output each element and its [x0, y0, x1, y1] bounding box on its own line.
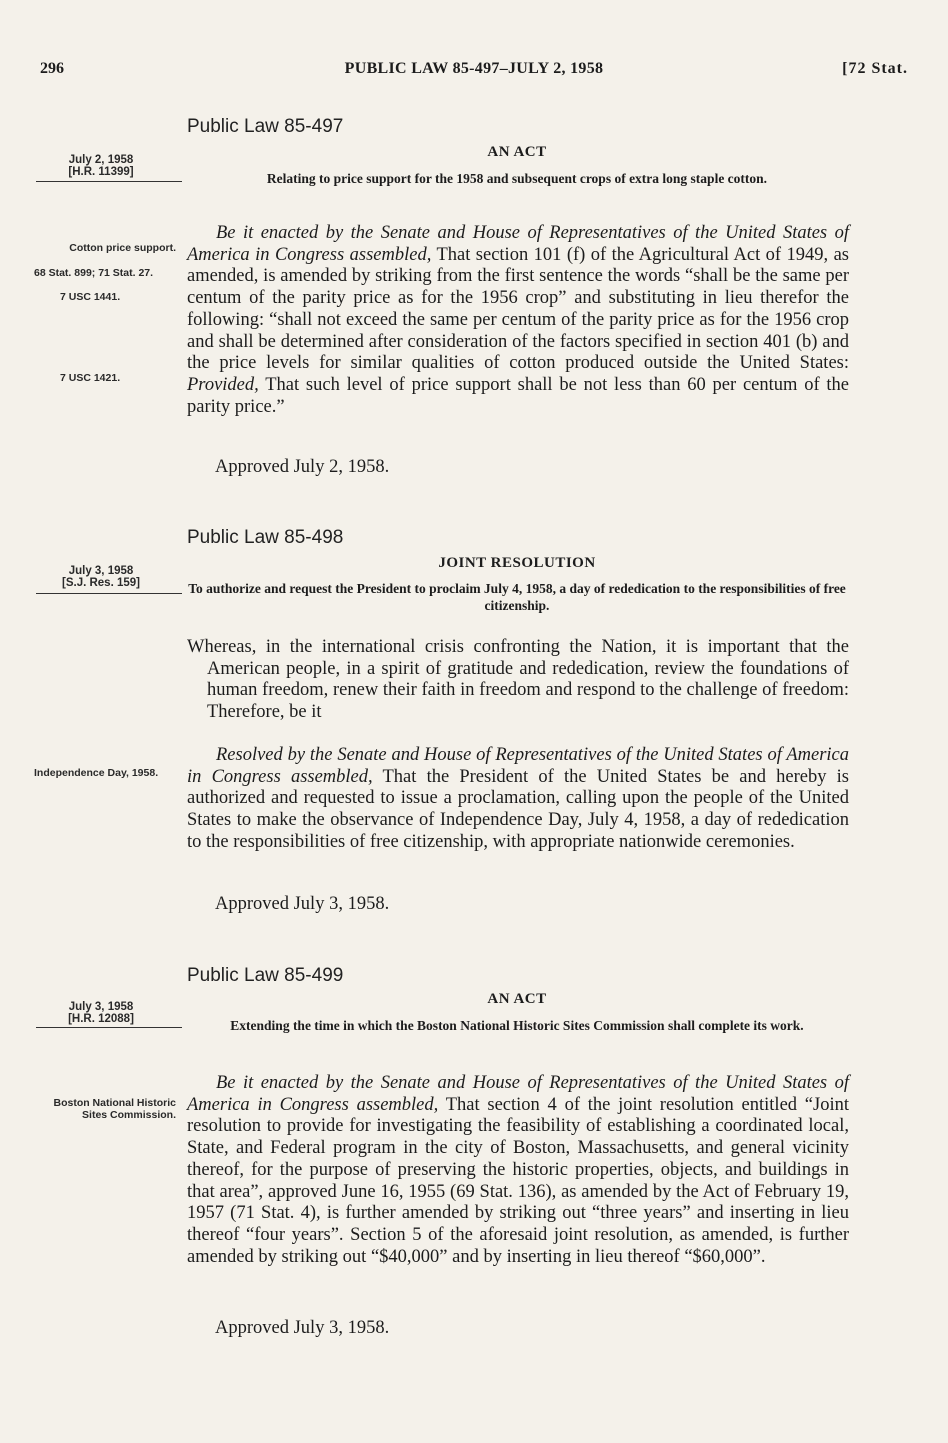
margin-note-independence-day: Independence Day, 1958.	[34, 767, 159, 779]
approval-date: Approved July 3, 1958.	[215, 894, 390, 914]
approval-date: Approved July 3, 1958.	[215, 1318, 390, 1338]
margin-note-usc: 7 USC 1441.	[60, 291, 121, 303]
margin-note-boston-commission: Boston National Historic Sites Commission.	[53, 1097, 176, 1121]
law-title: Public Law 85-498	[187, 527, 344, 548]
volume-reference: [72 Stat.	[842, 60, 908, 77]
page-number: 296	[40, 60, 64, 77]
margin-date: July 3, 1958	[68, 565, 134, 577]
body-text: That section 101 (f) of the Agricultural Act of 1949, as amended, is amended by striking from the first sentence the words “shall be the same per centum of the parity price as for the 1956 crop” and substituting in lieu therefor the following: “shall not exceed the same per centum of the parity price as for the 1956 crop and shall be determined after consideration of the factors specified in section 401 (b) and the price levels for similar qualities of cotton produced outside the United States:	[187, 244, 849, 374]
margin-note-statute: 68 Stat. 899; 71 Stat. 27.	[34, 267, 154, 279]
running-head	[40, 60, 908, 84]
enacting-clause: Be it enacted by the Senate and House of Representatives of the United States of America in Congress assembled,	[187, 1073, 849, 1115]
law-title: Public Law 85-497	[187, 116, 344, 137]
approval-date: Approved July 2, 1958.	[215, 457, 390, 477]
body-text: That section 4 of the joint resolution entitled “Joint resolution to provide for investigating the feasibility of establishing a coordinated local, State, and Federal program in the city of Boston, Massachusetts, and general vicinity thereof, for the purpose of preserving the historic properties, objects, and buildings in that area”, approved June 16, 1955 (69 Stat. 136), as amended by the Act of February 19, 1957 (71 Stat. 4), is further amended by striking out “three years” and inserting in lieu thereof “four years”. Section 5 of the aforesaid joint resolution, as amended, is further amended by striking out “$40,000” and by inserting in lieu thereof “$60,000”.	[187, 1094, 849, 1267]
margin-note-usc: 7 USC 1421.	[60, 372, 121, 384]
act-purpose: To authorize and request the President to proclaim July 4, 1958, a day of rededication to the responsibilities of free citizenship.	[188, 581, 846, 613]
whereas-clause: Whereas, in the international crisis confronting the Nation, it is important that the American people, in a spirit of gratitude and rededication, review the foundations of human freedom, renew their faith in freedom and respond to the challenge of freedom: Therefore, be it	[187, 637, 849, 723]
margin-date: July 3, 1958	[68, 1001, 134, 1013]
enacting-clause: Be it enacted by the Senate and House of Representatives of the United States of America in Congress assembled,	[187, 223, 849, 265]
resolving-clause: Resolved by the Senate and House of Representatives of the United States of America in Congress assembled,	[187, 745, 849, 787]
body-text: That such level of price support shall be not less than 60 per centum of the parity price.”	[187, 374, 849, 417]
act-purpose: Relating to price support for the 1958 and subsequent crops of extra long staple cotton.	[266, 171, 768, 186]
margin-rule	[36, 1027, 182, 1028]
running-title: PUBLIC LAW 85-497–JULY 2, 1958	[344, 60, 604, 77]
law-title: Public Law 85-499	[187, 965, 344, 986]
margin-bill-number: [H.R. 11399]	[68, 166, 134, 178]
proviso-label: Provided,	[187, 374, 259, 395]
body-text: That the President of the United States be and hereby is authorized and requested to issue a proclamation, calling upon the people of the United States to make the observance of Independence Day, July 4, 1958, a day of rededication to the responsibilities of free citizenship, with appropriate nationwide ceremonies.	[187, 766, 849, 852]
margin-rule	[36, 181, 182, 182]
margin-bill-number: [S.J. Res. 159]	[62, 577, 140, 589]
margin-rule	[36, 593, 182, 594]
margin-bill-number: [H.R. 12088]	[68, 1013, 134, 1025]
act-purpose: Extending the time in which the Boston National Historic Sites Commission shall complete its work.	[230, 1018, 804, 1033]
margin-date: July 2, 1958	[68, 154, 134, 166]
act-type-label: AN ACT	[487, 991, 547, 1007]
act-type-label: JOINT RESOLUTION	[438, 555, 596, 571]
act-body	[187, 1073, 849, 1268]
act-body	[187, 223, 849, 418]
resolution-body	[187, 745, 849, 854]
margin-note-cotton-price: Cotton price support.	[69, 242, 176, 254]
act-type-label: AN ACT	[487, 144, 547, 160]
